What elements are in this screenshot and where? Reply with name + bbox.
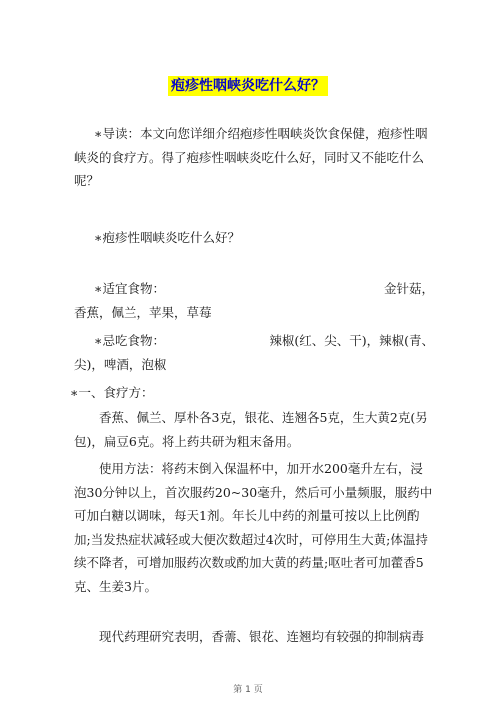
- suitable-foods: [74, 277, 434, 324]
- recipe-paragraph: 香蕉、佩兰、厚朴各3克，银花、连翘各5克，生大黄2克(另包)，扁豆6克。将上药共研为粗末备用。: [74, 410, 428, 449]
- avoid-label: ∗忌吃食物：: [94, 333, 165, 348]
- avoid-rest: 尖)，啤酒，泡椒: [74, 356, 167, 372]
- avoid-first: 辣椒(红、尖、干)，辣椒(青、: [269, 333, 434, 348]
- section-heading-diet: ∗一、食疗方：: [70, 385, 154, 400]
- suitable-rest: 香蕉，佩兰，苹果，草莓: [74, 304, 212, 320]
- usage-paragraph: 使用方法：将药末倒入保温杯中，加开水200毫升左右，浸泡30分钟以上，首次服药20~30毫升，然后可小量频服，服药中可加白糖以调味，每天1剂。年长儿中药的剂量可按以上比例酌加;当发热症状减轻或大便次数超过4次时，可停用生大黄;体温持续不降者，可增加服药次数或酌加大黄的药量;呕吐者可加藿香5克、生姜3片。: [74, 461, 433, 594]
- intro-paragraph: ∗导读：本文向您详细介绍疱疹性咽峡炎饮食保健，疱疹性咽峡炎的食疗方。得了疱疹性咽峡炎吃什么好，同时又不能吃什么呢？: [74, 126, 428, 188]
- document-title: 疱疹性咽峡炎吃什么好？: [168, 76, 328, 96]
- modern-research-paragraph: 现代药理研究表明，香薷、银花、连翘均有较强的抑制病毒: [99, 629, 425, 644]
- question-heading: ∗疱疹性咽峡炎吃什么好？: [94, 230, 240, 245]
- avoid-foods: [74, 329, 434, 376]
- page-number: 第 1 页: [233, 685, 263, 695]
- suitable-label: ∗适宜食物：: [94, 281, 165, 296]
- title-wrap: [0, 75, 496, 96]
- suitable-first: 金针菇，: [383, 281, 434, 296]
